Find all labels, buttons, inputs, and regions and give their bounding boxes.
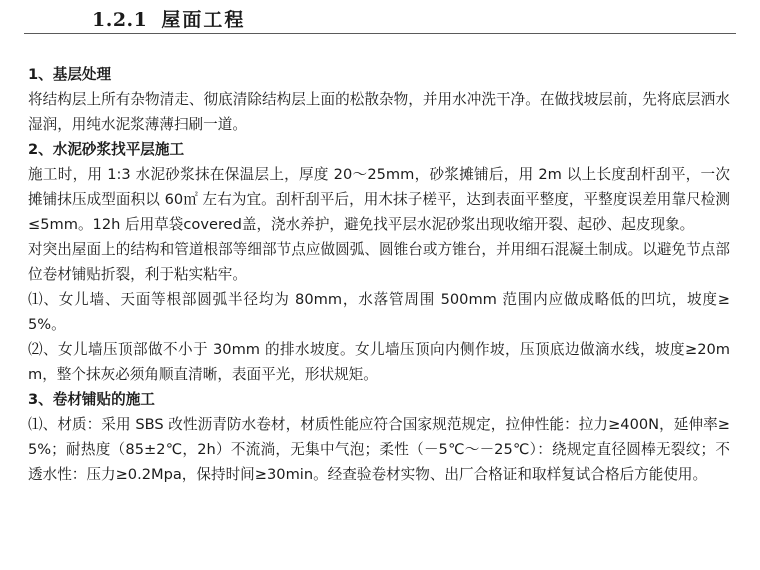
section-number: 1.2.1	[92, 9, 148, 31]
paragraph: ⑵、女儿墙压顶部做不小于 30mm 的排水坡度。女儿墙压顶向内侧作坡，压顶底边做滴水线，坡度≥20mm，整个抹灰必须角顺直清晰，表面平光，形状规矩。	[28, 341, 730, 383]
section-title-text: 屋面工程	[161, 9, 246, 31]
paragraph: 将结构层上所有杂物清走、彻底清除结构层上面的松散杂物，并用水冲洗干净。在做找坡层前，先将底层洒水湿润，用纯水泥浆薄薄扫刷一道。	[28, 91, 730, 133]
paragraph: 对突出屋面上的结构和管道根部等细部节点应做圆弧、圆锥台或方锥台，并用细石混凝土制成。以避免节点部位卷材铺贴折裂，利于粘实粘牢。	[28, 241, 730, 283]
paragraph: 施工时，用 1:3 水泥砂浆抹在保温层上，厚度 20～25mm，砂浆摊铺后，用 2m 以上长度刮杆刮平，一次摊铺抹压成型面积以 60㎡ 左右为宜。刮杆刮平后，用木抹子槎平，达到表面平整度，平整度误差用靠尺检测≤5mm。12h 后用草袋covered盖，浇水养护，避免找平层水泥砂浆出现收缩开裂、起砂、起皮现象。	[28, 166, 730, 233]
paragraph: 1、基层处理	[28, 66, 112, 83]
paragraph: ⑴、材质：采用 SBS 改性沥青防水卷材，材质性能应符合国家规范规定，拉伸性能：拉力≥400N，延伸率≥5%；耐热度（85±2℃，2h）不流淌，无集中气泡；柔性（－5℃～－25℃）：绕规定直径圆棒无裂纹；不透水性：压力≥0.2Mpa，保持时间≥30min。经查验卷材实物、出厂合格证和取样复试合格后方能使用。	[28, 416, 730, 483]
paragraph: 3、卷材铺贴的施工	[28, 391, 155, 408]
page-title	[24, 8, 736, 32]
document-body	[28, 34, 730, 487]
paragraph: ⑴、女儿墙、天面等根部圆弧半径均为 80mm，水落管周围 500mm 范围内应做成略低的凹坑，坡度≥5%。	[28, 291, 730, 333]
section-heading	[24, 0, 736, 34]
paragraph: 2、水泥砂浆找平层施工	[28, 141, 185, 158]
